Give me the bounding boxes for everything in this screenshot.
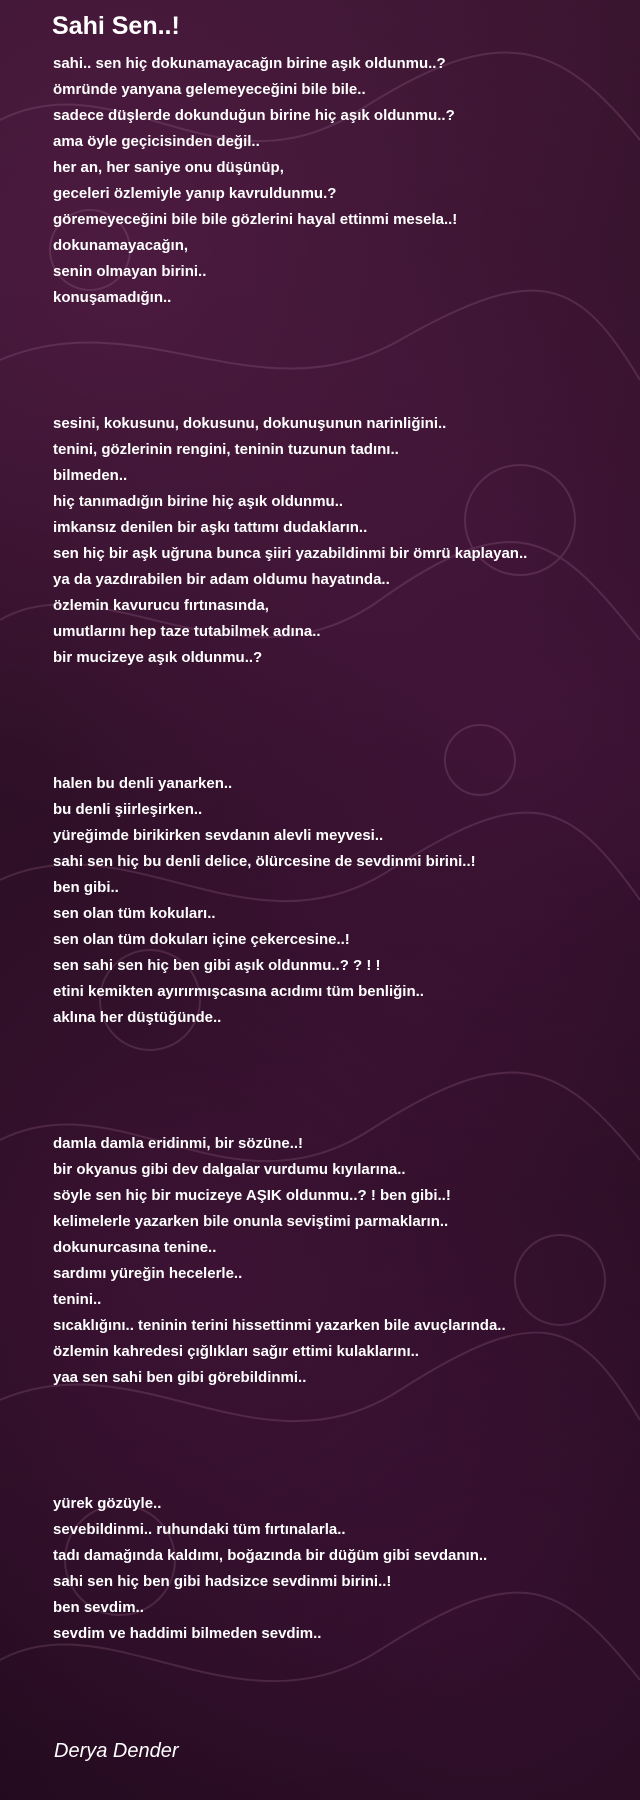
poem-line: ya da yazdırabilen bir adam oldumu hayatında..	[53, 571, 390, 588]
poem-stanza-2	[53, 411, 633, 671]
poem-line: ömründe yanyana gelemeyeceğini bile bile..	[53, 81, 366, 98]
poem-line: sen sahi sen hiç ben gibi aşık oldunmu..? ? ! !	[53, 957, 381, 974]
poem-title: Sahi Sen..!	[52, 12, 180, 40]
poem-line: sevdim ve haddimi bilmeden sevdim..	[53, 1625, 322, 1642]
poem-line: bilmeden..	[53, 467, 128, 484]
poem-line: tenini, gözlerinin rengini, teninin tuzunun tadını..	[53, 441, 399, 458]
poem-line: yaa sen sahi ben gibi görebildinmi..	[53, 1369, 307, 1386]
poem-line: dokunamayacağın,	[53, 237, 189, 254]
poem-line: özlemin kavurucu fırtınasında,	[53, 597, 269, 614]
poem-stanza-1	[53, 51, 633, 311]
poem-line: sadece düşlerde dokunduğun birine hiç aşık oldunmu..?	[53, 107, 455, 124]
poem-line: aklına her düştüğünde..	[53, 1009, 222, 1026]
poem-line: bu denli şiirleşirken..	[53, 801, 203, 818]
poem-line: sahi sen hiç bu denli delice, ölürcesine de sevdinmi birini..!	[53, 853, 476, 870]
poem-line: kelimelerle yazarken bile onunla seviştimi parmakların..	[53, 1213, 449, 1230]
poem-line: etini kemikten ayırırmışcasına acıdımı tüm benliğin..	[53, 983, 424, 1000]
poem-line: senin olmayan birini..	[53, 263, 207, 280]
poem-line: özlemin kahredesi çığlıkları sağır ettimi kulaklarını..	[53, 1343, 419, 1360]
poem-line: halen bu denli yanarken..	[53, 775, 233, 792]
poem-line: umutlarını hep taze tutabilmek adına..	[53, 623, 321, 640]
poem-line: sahi sen hiç ben gibi hadsizce sevdinmi birini..!	[53, 1573, 392, 1590]
poem-line: bir okyanus gibi dev dalgalar vurdumu kıyılarına..	[53, 1161, 406, 1178]
poem-line: sardımı yüreğin hecelerle..	[53, 1265, 243, 1282]
poem-line: konuşamadığın..	[53, 289, 172, 306]
poem-line: ben sevdim..	[53, 1599, 144, 1616]
poem-line: yürek gözüyle..	[53, 1495, 162, 1512]
poem-stanza-3	[53, 771, 633, 1031]
poem-line: dokunurcasına tenine..	[53, 1239, 217, 1256]
poem-author: Derya Dender	[54, 1740, 179, 1762]
poem-stanza-4	[53, 1131, 633, 1391]
poem-line: her an, her saniye onu düşünüp,	[53, 159, 284, 176]
poem-line: sesini, kokusunu, dokusunu, dokunuşunun narinliğini..	[53, 415, 447, 432]
poem-line: sen hiç bir aşk uğruna bunca şiiri yazabildinmi bir ömrü kaplayan..	[53, 545, 528, 562]
poem-line: sen olan tüm dokuları içine çekercesine..!	[53, 931, 350, 948]
poem-line: söyle sen hiç bir mucizeye AŞIK oldunmu..? ! ben gibi..!	[53, 1187, 451, 1204]
poem-line: ben gibi..	[53, 879, 119, 896]
poem-line: tadı damağında kaldımı, boğazında bir düğüm gibi sevdanın..	[53, 1547, 488, 1564]
poem-line: tenini..	[53, 1291, 102, 1308]
poem-line: geceleri özlemiyle yanıp kavruldunmu.?	[53, 185, 337, 202]
poem-line: sen olan tüm kokuları..	[53, 905, 216, 922]
poem-line: bir mucizeye aşık oldunmu..?	[53, 649, 263, 666]
poem-line: ama öyle geçicisinden değil..	[53, 133, 260, 150]
poem-line: imkansız denilen bir aşkı tattımı dudakların..	[53, 519, 368, 536]
poem-line: hiç tanımadığın birine hiç aşık oldunmu..	[53, 493, 344, 510]
poem-line: göremeyeceğini bile bile gözlerini hayal ettinmi mesela..!	[53, 211, 458, 228]
poem-line: sıcaklığını.. teninin terini hissettinmi yazarken bile avuçlarında..	[53, 1317, 506, 1334]
poem-line: damla damla eridinmi, bir sözüne..!	[53, 1135, 304, 1152]
poem-line: yüreğimde birikirken sevdanın alevli meyvesi..	[53, 827, 384, 844]
poem-line: sevebildinmi.. ruhundaki tüm fırtınalarla..	[53, 1521, 346, 1538]
poem-stanza-5	[53, 1491, 633, 1647]
poem-line: sahi.. sen hiç dokunamayacağın birine aşık oldunmu..?	[53, 55, 446, 72]
